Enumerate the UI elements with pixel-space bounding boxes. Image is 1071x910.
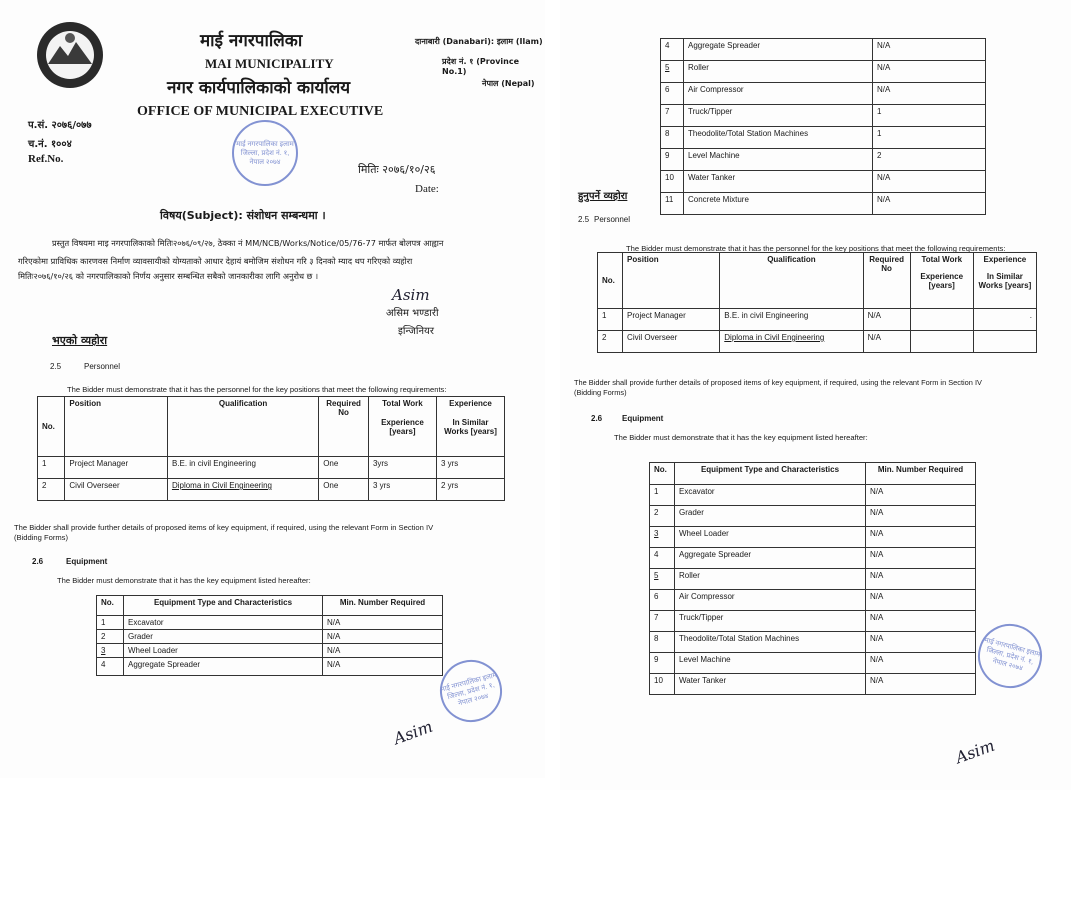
table-row: 10 Water Tanker N/A	[650, 674, 976, 695]
municipality-name-nepali: माई नगरपालिका	[200, 31, 303, 51]
col-similar-exp: Experience In Similar Works [years]	[973, 253, 1036, 309]
table-row: 2 Grader N/A	[97, 630, 443, 644]
further-details-line-2: (Bidding Forms)	[14, 533, 69, 542]
personnel-table-left	[37, 396, 505, 501]
table-row: 5 Roller N/A	[650, 569, 976, 590]
table-row: 1 Excavator N/A	[97, 616, 443, 630]
equipment-table-left	[96, 595, 443, 676]
address-line-2: प्रदेश नं. १ (Province No.1)	[442, 57, 520, 76]
signature-left: Asim	[390, 716, 436, 749]
table-row: 2 Civil Overseer Diploma in Civil Engineering One 3 yrs 2 yrs	[38, 479, 505, 501]
col-no: No.	[38, 397, 65, 457]
office-stamp-right: माई नगरपालिका इलाम जिल्ला, प्रदेश नं. १, नेपाल २०७४	[971, 617, 1049, 695]
office-name-nepali: नगर कार्यपालिकाको कार्यालय	[167, 78, 351, 98]
table-row: 1 Project Manager B.E. in civil Engineering One 3yrs 3 yrs	[38, 457, 505, 479]
personnel-section-title-right: Personnel	[594, 215, 631, 224]
personnel-intro-right: The Bidder must demonstrate that it has the personnel for the key positions that meet the following requirements:	[626, 244, 1006, 253]
personnel-section-number: 2.5	[50, 362, 62, 371]
signer-name: असिम भण्डारी	[386, 308, 439, 319]
table-row: 3 Wheel Loader N/A	[97, 644, 443, 658]
equipment-intro-right: The Bidder must demonstrate that it has the key equipment listed hereafter:	[614, 433, 868, 442]
right-page	[560, 0, 1071, 790]
equipment-section-title-right: Equipment	[622, 414, 664, 423]
municipality-name-english: MAI MUNICIPALITY	[205, 56, 334, 71]
signature-right: Asim	[952, 735, 998, 768]
table-row: 1 Project Manager B.E. in civil Engineering N/A .	[598, 309, 1037, 331]
required-text-heading: हुनुपर्ने व्यहोरा	[578, 191, 628, 202]
subject-line: विषय(Subject): संशोधन सम्बन्धमा ।	[160, 209, 326, 222]
signer-title: इन्जिनियर	[398, 326, 434, 337]
personnel-section-number-right: 2.5	[578, 215, 590, 224]
table-row: 11 Concrete Mixture N/A	[661, 193, 986, 215]
table-row: 4 Aggregate Spreader N/A	[650, 548, 976, 569]
ps-number: प.सं. २०७६/०७७	[28, 120, 92, 131]
table-row: 4 Aggregate Spreader N/A	[661, 39, 986, 61]
existing-text-heading: भएको व्यहोरा	[52, 334, 108, 347]
personnel-table-right	[597, 252, 1037, 353]
table-row: 7 Truck/Tipper N/A	[650, 611, 976, 632]
col-qualification: Qualification	[720, 253, 863, 309]
table-row: 3 Wheel Loader N/A	[650, 527, 976, 548]
personnel-intro: The Bidder must demonstrate that it has the personnel for the key positions that meet the following requirements:	[67, 385, 447, 394]
equipment-intro: The Bidder must demonstrate that it has the key equipment listed hereafter:	[57, 576, 311, 585]
signature-engineer: Asim	[392, 286, 430, 304]
date-english: Date:	[415, 183, 439, 195]
equipment-section-number: 2.6	[32, 557, 44, 566]
col-position: Position	[623, 253, 720, 309]
personnel-section-title: Personnel	[84, 362, 121, 371]
table-row: 5 Roller N/A	[661, 61, 986, 83]
office-stamp-left: माई नगरपालिका इलाम जिल्ला, प्रदेश नं. १, नेपाल २०७४	[433, 653, 509, 729]
table-row: 6 Air Compressor N/A	[650, 590, 976, 611]
table-row: 9 Level Machine N/A	[650, 653, 976, 674]
col-required: Required No	[863, 253, 910, 309]
further-details-line-1: The Bidder shall provide further details of proposed items of key equipment, if required, using the relevant Form in Section IV	[14, 523, 434, 532]
table-row: 2 Civil Overseer Diploma in Civil Engineering N/A	[598, 331, 1037, 353]
table-row: 7 Truck/Tipper 1	[661, 105, 986, 127]
col-no: No.	[598, 253, 623, 309]
letter-body-line-2: गरिएकोमा प्राविधिक कारणवस निर्माण व्यावसायीको योग्यताको आधार देहायं बमोजिम संशोधन गरि ३ दिनको म्याद थप गरिएको व्यहोरा	[18, 256, 413, 266]
table-row: 8 Theodolite/Total Station Machines 1	[661, 127, 986, 149]
left-page	[0, 0, 545, 778]
table-row: 6 Air Compressor N/A	[661, 83, 986, 105]
equipment-section-title: Equipment	[66, 557, 108, 566]
table-row: 9 Level Machine 2	[661, 149, 986, 171]
further-details-line-2-right: (Bidding Forms)	[574, 388, 627, 397]
col-required: Required No	[319, 397, 369, 457]
equipment-section-number-right: 2.6	[591, 414, 603, 423]
equipment-table-right-top	[660, 38, 986, 215]
table-row: 4 Aggregate Spreader N/A	[97, 658, 443, 676]
table-row: 10 Water Tanker N/A	[661, 171, 986, 193]
col-similar-exp: Experience In Similar Works [years]	[436, 397, 504, 457]
col-no: No.	[97, 596, 124, 616]
letter-body-line-1: प्रस्तुत विषयमा माइ नगरपालिकाको मितिः२०७६/०९/२७, ठेक्का नं MM/NCB/Works/Notice/05/76-77 मार्फत बोलपत्र आह्वान	[52, 238, 444, 248]
cn-number: च.नं. १००४	[28, 139, 72, 150]
table-row: 2 Grader N/A	[650, 506, 976, 527]
col-no: No.	[650, 463, 675, 485]
col-min-number: Min. Number Required	[866, 463, 976, 485]
col-total-exp: Total Work Experience [years]	[910, 253, 973, 309]
municipality-emblem-icon	[34, 20, 106, 90]
date-nepali: मितिः २०७६/१०/२६	[358, 163, 436, 176]
address-line-3: नेपाल (Nepal)	[482, 79, 535, 88]
equipment-table-right	[649, 462, 976, 695]
office-stamp-top: माई नगरपालिका इलाम जिल्ला, प्रदेश नं. १, नेपाल २०७४	[232, 120, 298, 186]
col-qualification: Qualification	[167, 397, 318, 457]
further-details-line-1-right: The Bidder shall provide further details of proposed items of key equipment, if required, using the relevant Form in Section IV	[574, 378, 982, 387]
col-min-number: Min. Number Required	[323, 596, 443, 616]
ref-no: Ref.No.	[28, 153, 64, 165]
col-total-exp: Total Work Experience [years]	[368, 397, 436, 457]
col-position: Position	[65, 397, 168, 457]
col-equipment-type: Equipment Type and Characteristics	[675, 463, 866, 485]
address-line-1: दानाबारी (Danabari): इलाम (Ilam)	[415, 37, 543, 46]
table-row: 8 Theodolite/Total Station Machines N/A	[650, 632, 976, 653]
office-name-english: OFFICE OF MUNICIPAL EXECUTIVE	[137, 104, 384, 119]
table-row: 1 Excavator N/A	[650, 485, 976, 506]
col-equipment-type: Equipment Type and Characteristics	[124, 596, 323, 616]
letter-body-line-3: मितिः२०७६/१०/२६ को नगरपालिकाको निर्णय अनुसार सम्बन्धित सबैको जानकारीका लागि अनुरोध छ ।	[18, 271, 319, 281]
